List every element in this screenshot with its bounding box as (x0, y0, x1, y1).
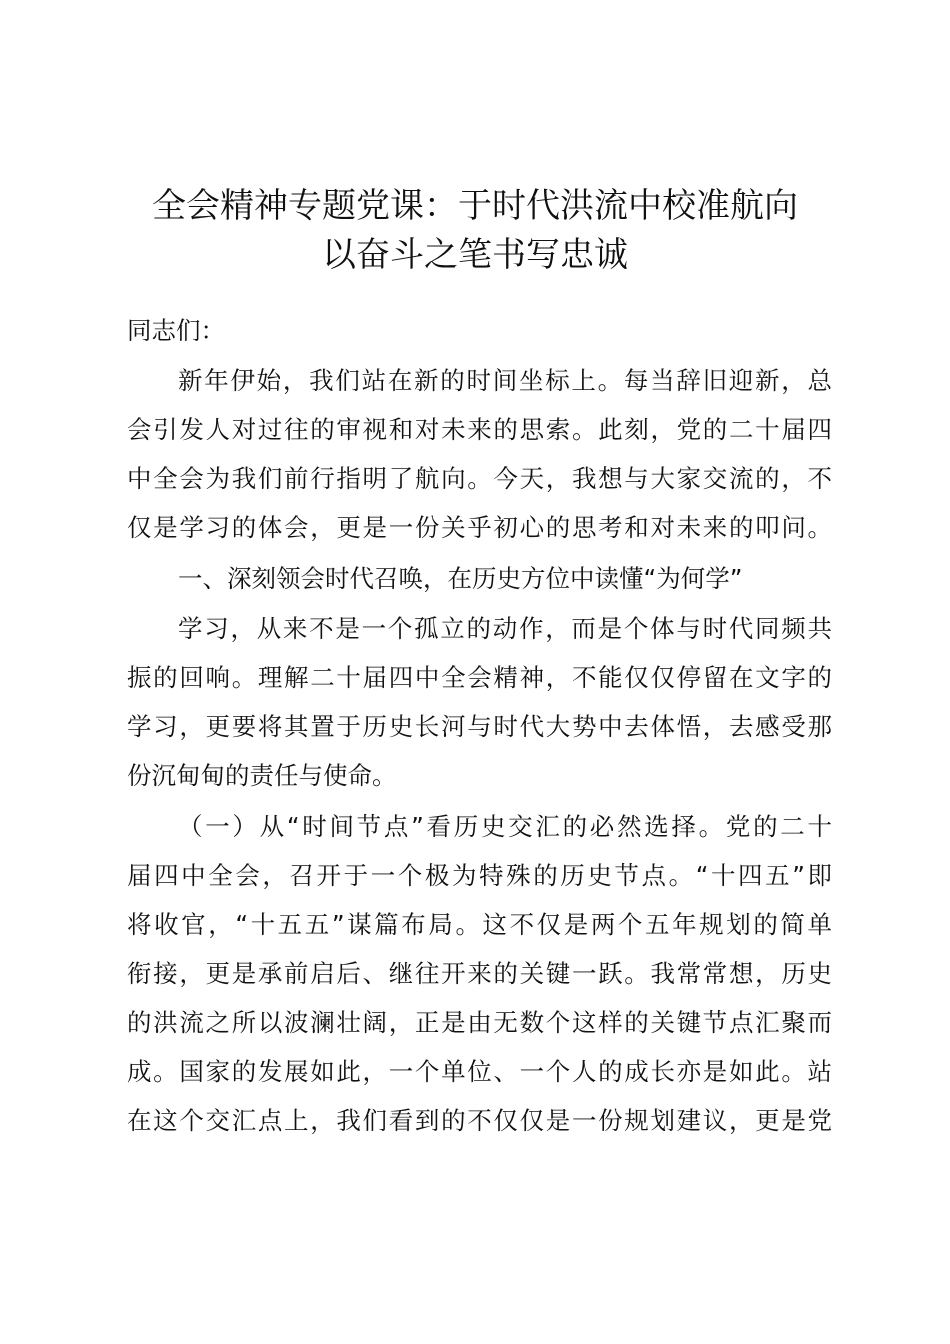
paragraph-2-line-3: 学习，更要将其置于历史长河与时代大势中去体悟，去感受那 (127, 712, 832, 741)
paragraph-3-line-2: 届四中全会，召开于一个极为特殊的历史节点。“十四五”即 (127, 861, 832, 890)
paragraph-3-line-6: 成。国家的发展如此，一个单位、一个人的成长亦是如此。站 (127, 1057, 832, 1086)
section-heading-1: 一、深刻领会时代召唤，在历史方位中读懂“为何学” (178, 564, 743, 593)
paragraph-1-line-4: 仅是学习的体会，更是一份关乎初心的思考和对未来的叩问。 (127, 513, 832, 542)
paragraph-1-line-2: 会引发人对过往的审视和对未来的思索。此刻，党的二十届四 (127, 415, 832, 444)
paragraph-1-line-3: 中全会为我们前行指明了航向。今天，我想与大家交流的，不 (127, 464, 832, 493)
paragraph-3-line-1: （一）从“时间节点”看历史交汇的必然选择。党的二十 (178, 812, 832, 841)
paragraph-2-line-4: 份沉甸甸的责任与使命。 (127, 761, 397, 790)
paragraph-2-line-2: 振的回响。理解二十届四中全会精神，不能仅仅停留在文字的 (127, 663, 832, 692)
paragraph-3-line-3: 将收官，“十五五”谋篇布局。这不仅是两个五年规划的简单 (127, 910, 832, 939)
paragraph-1-line-1: 新年伊始，我们站在新的时间坐标上。每当辞旧迎新，总 (178, 366, 832, 395)
document-title-line-1: 全会精神专题党课：于时代洪流中校准航向 (152, 186, 798, 226)
paragraph-3-line-7: 在这个交汇点上，我们看到的不仅仅是一份规划建议，更是党 (127, 1106, 832, 1135)
paragraph-3-line-4: 衔接，更是承前启后、继往开来的关键一跃。我常常想，历史 (127, 959, 832, 988)
paragraph-2-line-1: 学习，从来不是一个孤立的动作，而是个体与时代同频共 (178, 614, 832, 643)
salutation: 同志们： (127, 316, 225, 345)
paragraph-3-line-5: 的洪流之所以波澜壮阔，正是由无数个这样的关键节点汇聚而 (127, 1008, 832, 1037)
document-title-line-2: 以奋斗之笔书写忠诚 (322, 235, 628, 275)
